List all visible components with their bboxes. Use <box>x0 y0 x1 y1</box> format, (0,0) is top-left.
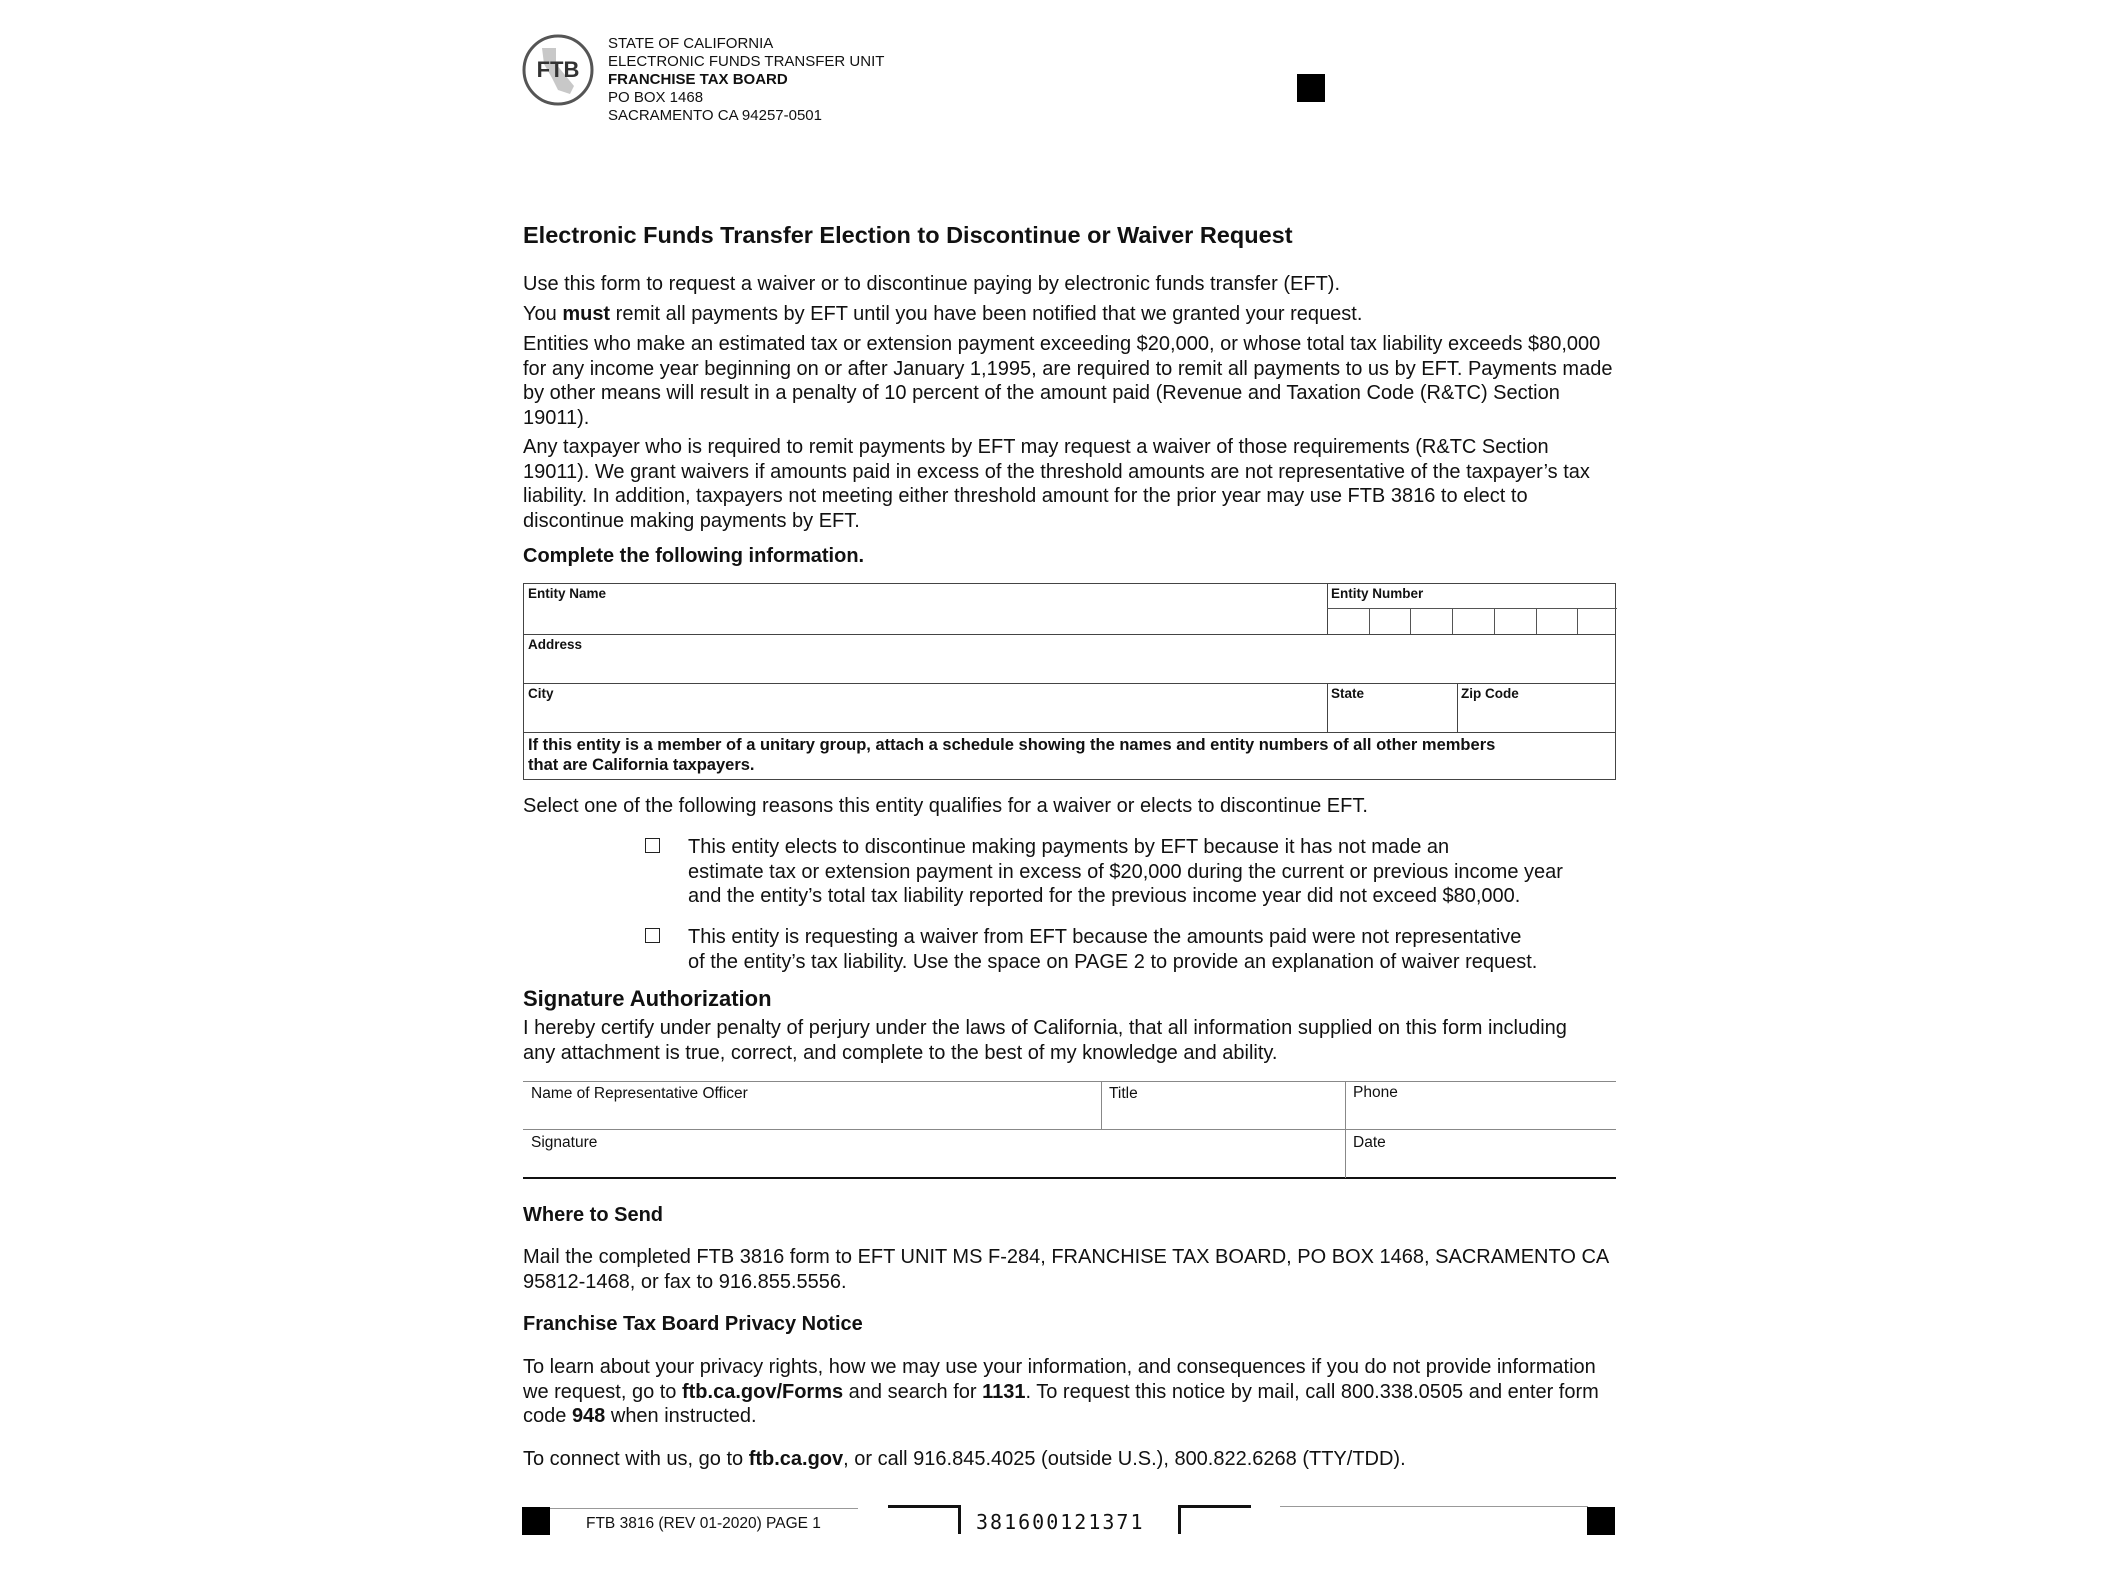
header-unit: ELECTRONIC FUNDS TRANSFER UNIT <box>608 53 885 70</box>
intro-paragraph-1: Use this form to request a waiver or to discontinue paying by electronic funds transfer (EFT). <box>523 273 1341 295</box>
signature-certify-text: I hereby certify under penalty of perjury under the laws of California, that all information supplied on this form including any attachment is true, correct, and complete to the best of my knowledge and ability. <box>523 1017 1567 1064</box>
signature-table <box>523 1081 1616 1179</box>
privacy-t4: when instructed. <box>605 1405 757 1427</box>
privacy-search-code: 1131 <box>982 1380 1026 1403</box>
signature-field[interactable] <box>525 1151 1341 1175</box>
connect-t2: , or call 916.845.4025 (outside U.S.), 800.822.6268 (TTY/TDD). <box>843 1448 1406 1470</box>
reason-2-checkbox[interactable] <box>645 928 660 943</box>
reason-1-text <box>688 835 1563 909</box>
intro-paragraph-2 <box>523 302 1623 327</box>
barcode-bracket-right <box>1178 1505 1251 1534</box>
connect-t1: To connect with us, go to <box>523 1448 749 1470</box>
reason-1-line-3: and the entity’s total tax liability reported for the previous income year did not exceed $80,000. <box>688 885 1521 907</box>
intro-p2-post: remit all payments by EFT until you have been notified that we granted your request. <box>610 303 1363 325</box>
registration-mark-bottom-left <box>522 1507 550 1535</box>
reason-1-checkbox[interactable] <box>645 838 660 853</box>
title-field[interactable] <box>1105 1103 1341 1127</box>
state-field[interactable] <box>1329 702 1455 730</box>
date-label: Date <box>1353 1134 1386 1151</box>
header-state: STATE OF CALIFORNIA <box>608 35 774 52</box>
footer-rule-right <box>1280 1506 1588 1507</box>
address-field[interactable] <box>526 653 1611 681</box>
select-reason-text: Select one of the following reasons this entity qualifies for a waiver or elects to discontinue EFT. <box>523 795 1368 817</box>
barcode-number: 381600121371 <box>976 1510 1145 1534</box>
privacy-t3: . To request this notice by mail, call 800.338.0505 and enter form code <box>523 1380 1599 1427</box>
reason-2-line-2: of the entity’s tax liability. Use the space on PAGE 2 to provide an explanation of waiver request. <box>688 950 1538 973</box>
entity-number-label: Entity Number <box>1331 586 1424 601</box>
intro-paragraph-3: Entities who make an estimated tax or extension payment exceeding $20,000, or whose total tax liability exceeds $80,000 for any income year beginning on or after January 1,1995, are required to remit all payments to us by EFT. Payments made by other means will result in a penalty of 10 percent of the amount paid (Revenue and Taxation Code (R&TC) Section 19011). <box>523 333 1613 429</box>
registration-mark-bottom-right <box>1587 1507 1615 1535</box>
privacy-t1: To learn about your privacy rights, how we may use your information, and consequences if you do not provide information we request, go to <box>523 1356 1596 1403</box>
header-pobox: PO BOX 1468 <box>608 89 704 106</box>
address-label: Address <box>528 637 583 652</box>
intro-p2-pre: You <box>523 303 563 325</box>
privacy-form-code: 948 <box>571 1405 606 1427</box>
signature-label: Signature <box>531 1134 598 1151</box>
registration-mark-top <box>1297 74 1325 102</box>
where-to-send-heading: Where to Send <box>523 1204 664 1226</box>
reason-1-line-2: estimate tax or extension payment in excess of $20,000 during the current or previous income year <box>688 860 1563 883</box>
reason-2-line-1: This entity is requesting a waiver from EFT because the amounts paid were not representative <box>688 926 1522 948</box>
state-label: State <box>1331 686 1365 701</box>
privacy-heading: Franchise Tax Board Privacy Notice <box>523 1313 863 1335</box>
reason-2-text <box>688 925 1537 974</box>
connect-text <box>523 1447 1623 1472</box>
ftb-logo <box>522 34 594 106</box>
intro-paragraph-4: Any taxpayer who is required to remit payments by EFT may request a waiver of those requirements (R&TC Section 19011). We grant waivers if amounts paid in excess of the threshold amounts are not representative of the taxpayer’s tax liability. In addition, taxpayers not meeting either threshold amount for the prior year may use FTB 3816 to elect to discontinue making payments by EFT. <box>523 436 1590 532</box>
date-field[interactable] <box>1349 1151 1614 1175</box>
zip-label: Zip Code <box>1461 686 1519 701</box>
form-id: FTB 3816 (REV 01-2020) PAGE 1 <box>586 1515 821 1532</box>
phone-field[interactable] <box>1349 1103 1614 1127</box>
complete-heading: Complete the following information. <box>523 545 865 567</box>
zip-field[interactable] <box>1459 702 1613 730</box>
footer-rule-left <box>550 1508 858 1509</box>
rep-officer-label: Name of Representative Officer <box>531 1085 748 1102</box>
phone-label: Phone <box>1353 1084 1398 1101</box>
header-address-block <box>608 35 884 125</box>
form-title: Electronic Funds Transfer Election to Discontinue or Waiver Request <box>523 222 1293 248</box>
header-city: SACRAMENTO CA 94257-0501 <box>608 107 822 124</box>
city-field[interactable] <box>526 702 1322 730</box>
unitary-group-note: If this entity is a member of a unitary group, attach a schedule showing the names and entity numbers of all other members that are California taxpayers. <box>528 736 1496 774</box>
header-agency: FRANCHISE TAX BOARD <box>608 71 788 88</box>
signature-heading: Signature Authorization <box>523 986 772 1011</box>
entity-name-field[interactable] <box>526 602 1322 632</box>
where-to-send-text: Mail the completed FTB 3816 form to EFT UNIT MS F-284, FRANCHISE TAX BOARD, PO BOX 1468, SACRAMENTO CA 95812-1468, or fax to 916.855.5556. <box>523 1246 1609 1293</box>
intro-p2-bold: must <box>562 303 611 325</box>
entity-name-label: Entity Name <box>528 586 607 601</box>
barcode-bracket-left <box>888 1505 961 1534</box>
entity-number-field[interactable] <box>1329 609 1614 633</box>
rep-officer-field[interactable] <box>525 1103 1097 1127</box>
city-label: City <box>528 686 554 701</box>
svg-text:FTB: FTB <box>536 57 580 82</box>
title-label: Title <box>1109 1085 1138 1102</box>
reason-1-line-1: This entity elects to discontinue making payments by EFT because it has not made an <box>688 836 1450 858</box>
privacy-t2: and search for <box>843 1380 983 1403</box>
privacy-forms-link[interactable]: ftb.ca.gov/Forms <box>681 1380 844 1403</box>
entity-info-table <box>523 583 1616 780</box>
privacy-text <box>523 1355 1618 1429</box>
ftb-website-link[interactable]: ftb.ca.gov <box>748 1448 844 1470</box>
